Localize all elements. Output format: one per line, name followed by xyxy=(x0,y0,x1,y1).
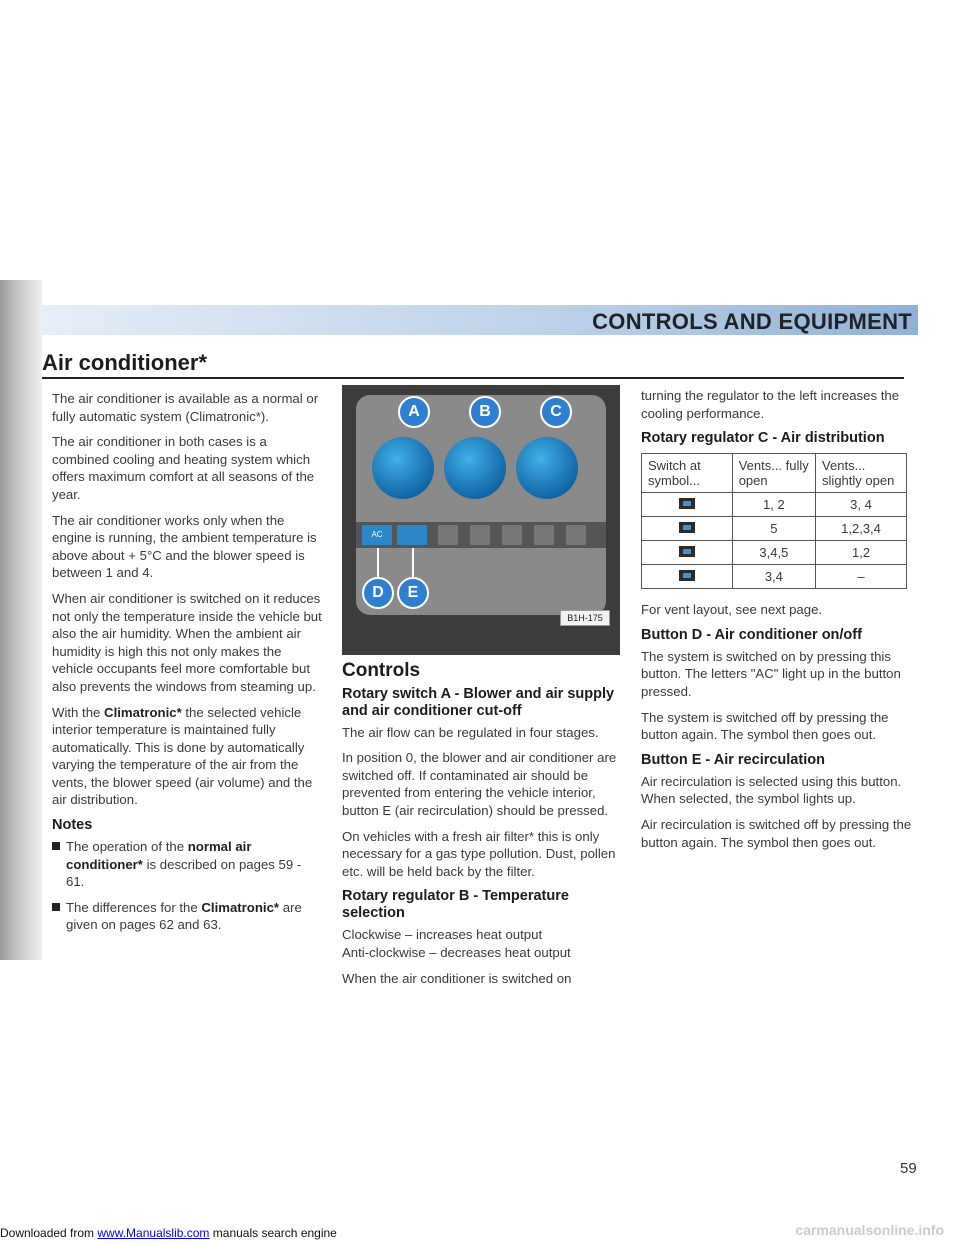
switch-blank-1 xyxy=(438,525,458,545)
table-row: 3,4 – xyxy=(642,565,907,589)
button-e-paragraph-2: Air recirculation is switched off by pressing the button again. The symbol then goes out. xyxy=(641,816,912,850)
button-e-paragraph-1: Air recirculation is selected using this button. When selected, the symbol lights up. xyxy=(641,773,902,807)
continuation-paragraph: turning the regulator to the left increases the cooling performance. xyxy=(641,388,900,421)
table-header-fully-open: Vents... fully open xyxy=(732,454,815,493)
ac-button-label: AC xyxy=(371,530,383,539)
button-d-paragraph-2: The system is switched off by pressing the button again. The symbol then goes out. xyxy=(641,709,889,743)
page-title: Air conditioner* xyxy=(42,350,208,375)
table-header-switch: Switch at symbol... xyxy=(642,454,733,493)
table-header-row xyxy=(642,454,907,493)
temperature-knob xyxy=(444,437,506,499)
footwell-symbol-icon xyxy=(679,570,695,581)
switch-a-paragraph-3: On vehicles with a fresh air filter* this is only necessary for a gas type pollution. Dust, pollen etc. will be held back by the filter. xyxy=(342,828,616,879)
note-1: The operation of the normal air conditioner* is described on pages 59 - 61. xyxy=(52,838,322,891)
air-distribution-table xyxy=(641,453,907,589)
intro-paragraph-4: When air conditioner is switched on it reduces not only the temperature inside the vehicle but also the air humidity. When the ambient air humidity is high this not only makes the vehicle occupants feel more comfortable but also prevents the windows from steaming up. xyxy=(52,590,322,694)
page-number: 59 xyxy=(900,1160,917,1177)
face-footwell-symbol-icon xyxy=(679,546,695,557)
intro-paragraph-2: The air conditioner in both cases is a combined cooling and heating system which offers maximum comfort at all seasons of the year. xyxy=(52,434,315,502)
switch-blank-5 xyxy=(566,525,586,545)
controls-heading: Controls xyxy=(342,660,421,681)
switch-a-heading: Rotary switch A - Blower and air supply and air conditioner cut-off xyxy=(342,685,615,719)
recirculation-button xyxy=(397,525,427,545)
regulator-b-line-2: Anti-clockwise – decreases heat output xyxy=(342,944,571,960)
label-b: B xyxy=(469,396,501,428)
label-a: A xyxy=(398,396,430,428)
button-e-heading: Button E - Air recirculation xyxy=(641,751,825,768)
button-d-paragraph-1: The system is switched on by pressing this button. The letters "AC" light up in the button pressed. xyxy=(641,648,901,699)
regulator-c-heading: Rotary regulator C - Air distribution xyxy=(641,430,885,447)
table-header-slightly-open: Vents... slightly open xyxy=(816,454,907,493)
notes-heading: Notes xyxy=(52,817,93,834)
switch-a-paragraph-1: The air flow can be regulated in four stages. xyxy=(342,724,599,740)
label-c: C xyxy=(540,396,572,428)
column-intro xyxy=(52,390,322,942)
section-title: CONTROLS AND EQUIPMENT xyxy=(592,309,912,334)
label-d: D xyxy=(362,577,394,609)
callout-line-e xyxy=(412,548,414,578)
air-distribution-knob xyxy=(516,437,578,499)
intro-paragraph-1: The air conditioner is available as a normal or fully automatic system (Climatronic*). xyxy=(52,391,319,424)
regulator-b-line-1: Clockwise – increases heat output xyxy=(342,927,543,943)
intro-paragraph-5: With the Climatronic* the selected vehicle interior temperature is maintained fully automatically. This is done by automatically varying the temperature of the air from the vents, the blower speed (air volume) and the air distribution. xyxy=(52,704,313,808)
control-panel-housing xyxy=(356,395,606,615)
switch-blank-4 xyxy=(534,525,554,545)
defrost-symbol-icon xyxy=(679,498,695,509)
switch-blank-3 xyxy=(502,525,522,545)
page-gutter-shadow xyxy=(0,280,42,960)
figure-reference: B1H-175 xyxy=(560,610,610,626)
blower-knob xyxy=(372,437,434,499)
download-footer: Downloaded from www.Manualslib.com manuals search engine xyxy=(0,1226,337,1240)
callout-line-d xyxy=(377,548,379,578)
column-controls xyxy=(342,662,620,995)
table-row: 1, 2 3, 4 xyxy=(642,493,907,517)
switch-a-paragraph-2: In position 0, the blower and air conditioner are switched off. If contaminated air should be prevented from entering the vehicle interior, button E (air recirculation) should be pressed. xyxy=(342,750,617,818)
switch-blank-2 xyxy=(470,525,490,545)
intro-paragraph-3: The air conditioner works only when the engine is running, the ambient temperature is above about + 5°C and the blower speed is between 1 and 4. xyxy=(52,512,317,581)
note-2: The differences for the Climatronic* are given on pages 62 and 63. xyxy=(52,899,322,934)
manualslib-link[interactable]: www.Manualslib.com xyxy=(97,1226,210,1240)
table-row: 3,4,5 1,2 xyxy=(642,541,907,565)
column-distribution xyxy=(641,387,913,859)
label-e: E xyxy=(397,577,429,609)
vent-layout-note: For vent layout, see next page. xyxy=(641,602,823,618)
ac-button xyxy=(362,525,392,545)
regulator-b-paragraph: When the air conditioner is switched on xyxy=(342,970,572,986)
table-row: 5 1,2,3,4 xyxy=(642,517,907,541)
title-rule xyxy=(42,377,904,379)
button-d-heading: Button D - Air conditioner on/off xyxy=(641,626,862,643)
regulator-b-heading: Rotary regulator B - Temperature selection xyxy=(342,888,569,922)
site-watermark: carmanualsonline.info xyxy=(795,1222,944,1238)
face-vent-symbol-icon xyxy=(679,522,695,533)
